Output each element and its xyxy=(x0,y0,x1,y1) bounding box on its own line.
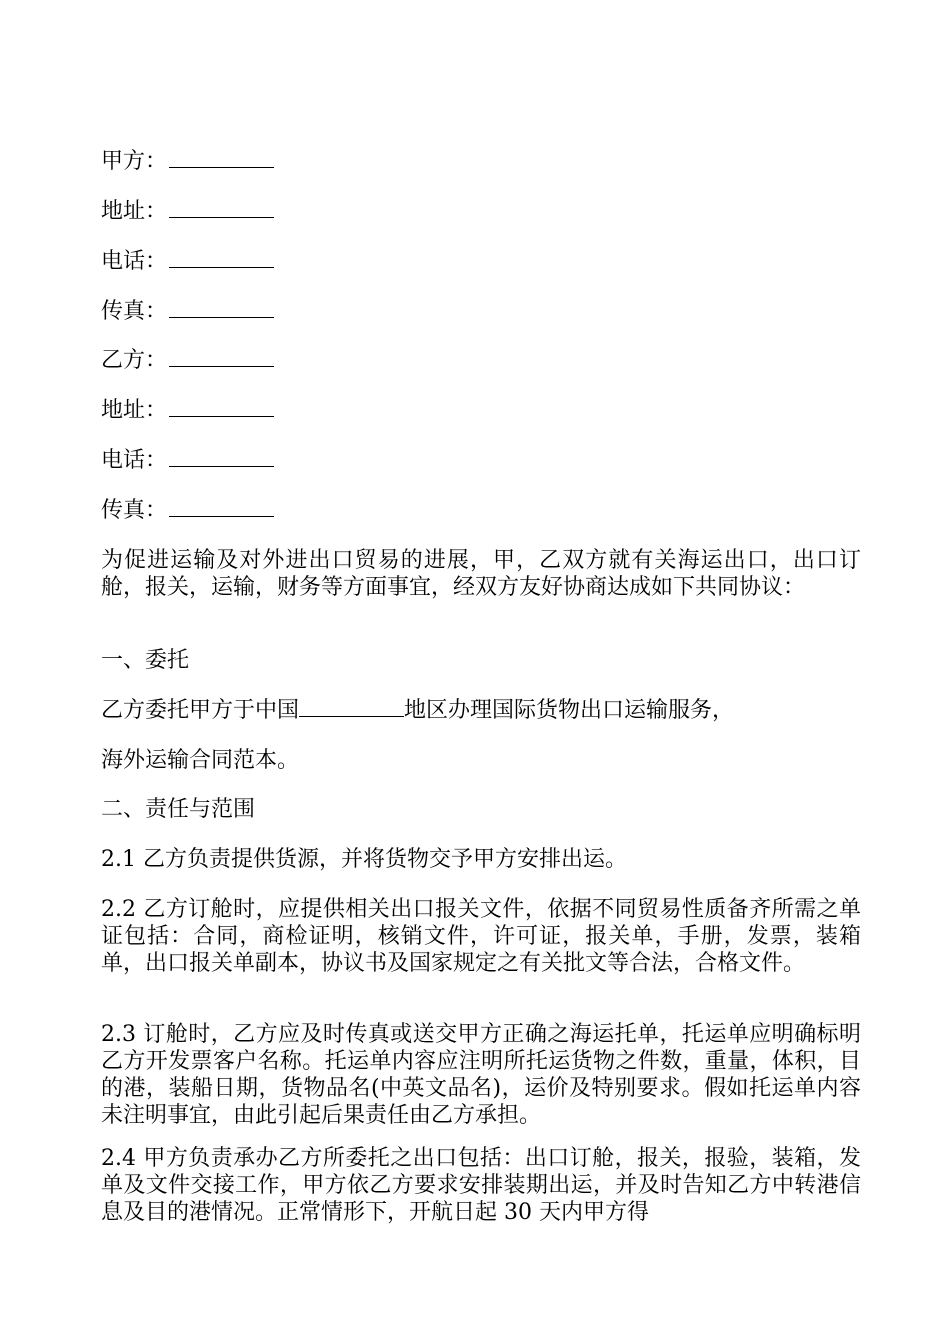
blank-line xyxy=(169,447,274,467)
section1-note: 海外运输合同范本。 xyxy=(101,748,300,773)
field-label: 传真： xyxy=(101,299,168,324)
party-b-phone-field xyxy=(101,447,274,474)
field-label: 传真： xyxy=(101,498,168,523)
clause-2-4: 2.4 甲方负责承办乙方所委托之出口包括：出口订舱，报关，报验，装箱，发单及文件交接工作，甲方依乙方要求安排装期出运，并及时告知乙方中转港信息及目的港情况。正常情形下，开航日起 30 天内甲方得 xyxy=(101,1146,861,1225)
blank-line xyxy=(169,397,274,417)
party-b-fax-field xyxy=(101,497,274,524)
clause-2-2: 2.2 乙方订舱时，应提供相关出口报关文件，依据不同贸易性质备齐所需之单证包括：合同，商检证明，核销文件，许可证，报关单，手册，发票，装箱单，出口报关单副本，协议书及国家规定之有关批文等合法，合格文件。 xyxy=(101,897,861,976)
field-label: 地址： xyxy=(101,398,168,423)
clause-text-after: 地区办理国际货物出口运输服务， xyxy=(404,698,735,723)
blank-line xyxy=(169,148,274,168)
field-label: 乙方： xyxy=(101,348,168,373)
clause-2-1: 2.1 乙方负责提供货源，并将货物交予甲方安排出运。 xyxy=(101,847,627,872)
field-label: 地址： xyxy=(101,199,168,224)
intro-paragraph: 为促进运输及对外进出口贸易的进展，甲，乙双方就有关海运出口，出口订舱，报关，运输，财务等方面事宜，经双方友好协商达成如下共同协议： xyxy=(101,548,861,600)
section1-heading: 一、委托 xyxy=(101,648,190,673)
region-blank-line xyxy=(299,697,404,717)
field-label: 电话： xyxy=(101,249,168,274)
blank-line xyxy=(169,248,274,268)
clause-text-before: 乙方委托甲方于中国 xyxy=(101,698,300,723)
party-a-phone-field xyxy=(101,248,274,275)
blank-line xyxy=(169,497,274,517)
clause-2-3: 2.3 订舱时，乙方应及时传真或送交甲方正确之海运托单，托运单应明确标明乙方开发票客户名称。托运单内容应注明所托运货物之件数，重量，体积，目的港，装船日期，货物品名(中英文品名)，运价及特别要求。假如托运单内容未注明事宜，由此引起后果责任由乙方承担。 xyxy=(101,1022,861,1128)
party-a-fax-field xyxy=(101,298,274,325)
field-label: 甲方： xyxy=(101,149,168,174)
blank-line xyxy=(169,298,274,318)
party-a-field xyxy=(101,148,274,175)
party-a-address-field xyxy=(101,198,274,225)
section1-clause xyxy=(101,697,734,724)
party-b-address-field xyxy=(101,397,274,424)
blank-line xyxy=(169,347,274,367)
field-label: 电话： xyxy=(101,448,168,473)
section2-heading: 二、责任与范围 xyxy=(101,797,256,822)
blank-line xyxy=(169,198,274,218)
party-b-field xyxy=(101,347,274,374)
